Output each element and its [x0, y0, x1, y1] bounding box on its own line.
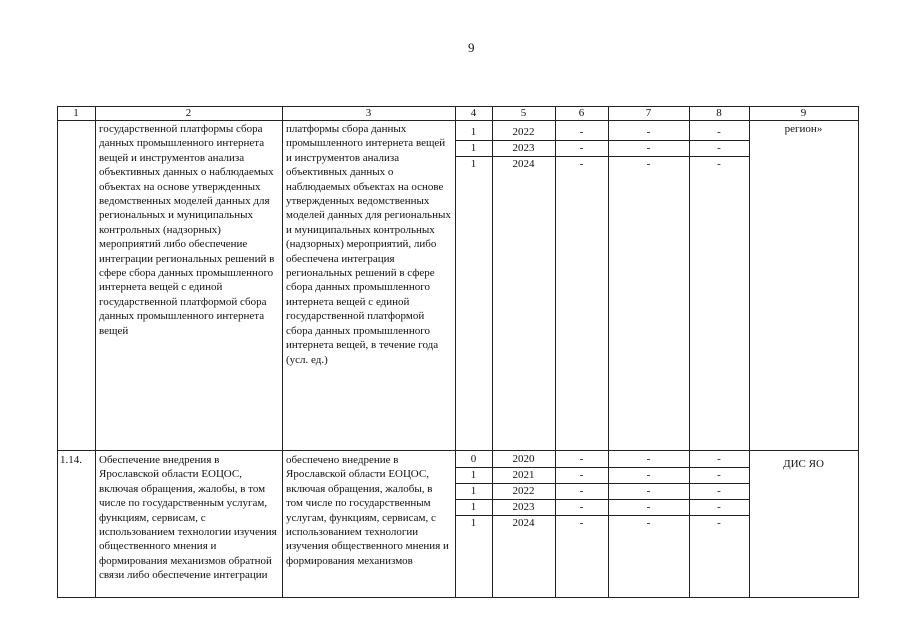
- row-114-c6: -: [579, 469, 584, 481]
- cont-value: 1: [470, 158, 477, 170]
- row-114-year: 2021: [512, 469, 535, 481]
- row-114-c6: -: [579, 501, 584, 513]
- cont-c8: -: [717, 142, 721, 154]
- row-114-c7: -: [646, 517, 651, 529]
- cont-c6: -: [579, 158, 584, 170]
- header-col-8: 8: [716, 107, 722, 119]
- row-114-c6: -: [579, 517, 584, 529]
- cont-value: 1: [470, 142, 477, 154]
- row-number: 1.14.: [60, 454, 82, 466]
- cont-c6: -: [579, 126, 584, 138]
- row-114-value: 1: [470, 501, 477, 513]
- cont-executor: регион»: [784, 123, 823, 135]
- header-col-3: 3: [365, 107, 372, 119]
- row-114-year: 2022: [512, 485, 535, 497]
- row-114-indicator-text: обеспечено внедрение в Ярославской области ЕОЦОС, включая обращения, жалобы, в том числе по государственным услугам, функциям, сервисам, с использованием технологии изучения общественного мнения и формирования механизмов: [286, 454, 449, 567]
- header-col-2: 2: [185, 107, 192, 119]
- header-col-9: 9: [800, 107, 807, 119]
- row-114-value: 1: [470, 469, 477, 481]
- row-114-c8: -: [717, 501, 721, 513]
- row-114-c7: -: [646, 485, 651, 497]
- cont-year: 2024: [512, 158, 535, 170]
- cont-indicator-text: платформы сбора данных промышленного интернета вещей и инструментов анализа объективных данных о наблюдаемых объектах на основе утвержденных ведомственных моделей данных для региональных и муниципальных контрольных (надзорных) мероприятий, либо обеспечена интеграция региональных решений в сфере сбора данных промышленного интернета вещей с единой государственной платформой сбора данных промышленного интернета вещей, в течение года (усл. ед.): [286, 123, 451, 366]
- cont-year: 2022: [512, 126, 535, 138]
- cont-c7: -: [646, 126, 651, 138]
- cont-year: 2023: [512, 142, 535, 154]
- row-114-executor: ДИС ЯО: [783, 458, 824, 470]
- header-col-5: 5: [520, 107, 527, 119]
- row-114-c6: -: [579, 485, 584, 497]
- row-114-c8: -: [717, 469, 721, 481]
- cont-c7: -: [646, 142, 651, 154]
- header-col-6: 6: [578, 107, 585, 119]
- row-114-year: 2023: [512, 501, 535, 513]
- cont-value: 1: [470, 126, 477, 138]
- cont-measure-text: государственной платформы сбора данных промышленного интернета вещей и инструментов анализа объективных данных о наблюдаемых объектах на основе утвержденных ведомственных моделей данных для региональных и муниципальных контрольных (надзорных) мероприятий либо обеспечение интеграции региональных решений в сфере сбора данных промышленного интернета вещей с единой государственной платформой сбора данных промышленного интернета вещей: [99, 123, 275, 337]
- row-114-c8: -: [717, 453, 721, 465]
- header-col-4: 4: [470, 107, 477, 119]
- row-114-c8: -: [717, 517, 721, 529]
- header-col-1: 1: [73, 107, 79, 119]
- cont-c8: -: [717, 126, 721, 138]
- header-col-7: 7: [645, 107, 652, 119]
- row-114-c7: -: [646, 501, 651, 513]
- row-114-value: 1: [470, 485, 477, 497]
- row-114-value: 1: [470, 517, 477, 529]
- cont-c7: -: [646, 158, 651, 170]
- row-114-year: 2020: [512, 453, 535, 465]
- row-114-c8: -: [717, 485, 721, 497]
- page-number: 9: [468, 40, 475, 55]
- cont-c6: -: [579, 142, 584, 154]
- row-114-year: 2024: [512, 517, 535, 529]
- row-114-c7: -: [646, 453, 651, 465]
- row-114-value: 0: [470, 453, 477, 465]
- row-114-c6: -: [579, 453, 584, 465]
- cont-c8: -: [717, 158, 721, 170]
- row-114-measure-text: Обеспечение внедрения в Ярославской области ЕОЦОС, включая обращения, жалобы, в том числе по государственным услугам, функциям, сервисам, с использованием технологии изучения общественного мнения и формирования механизмов обратной связи либо обеспечение интеграции: [99, 454, 277, 582]
- row-114-c7: -: [646, 469, 651, 481]
